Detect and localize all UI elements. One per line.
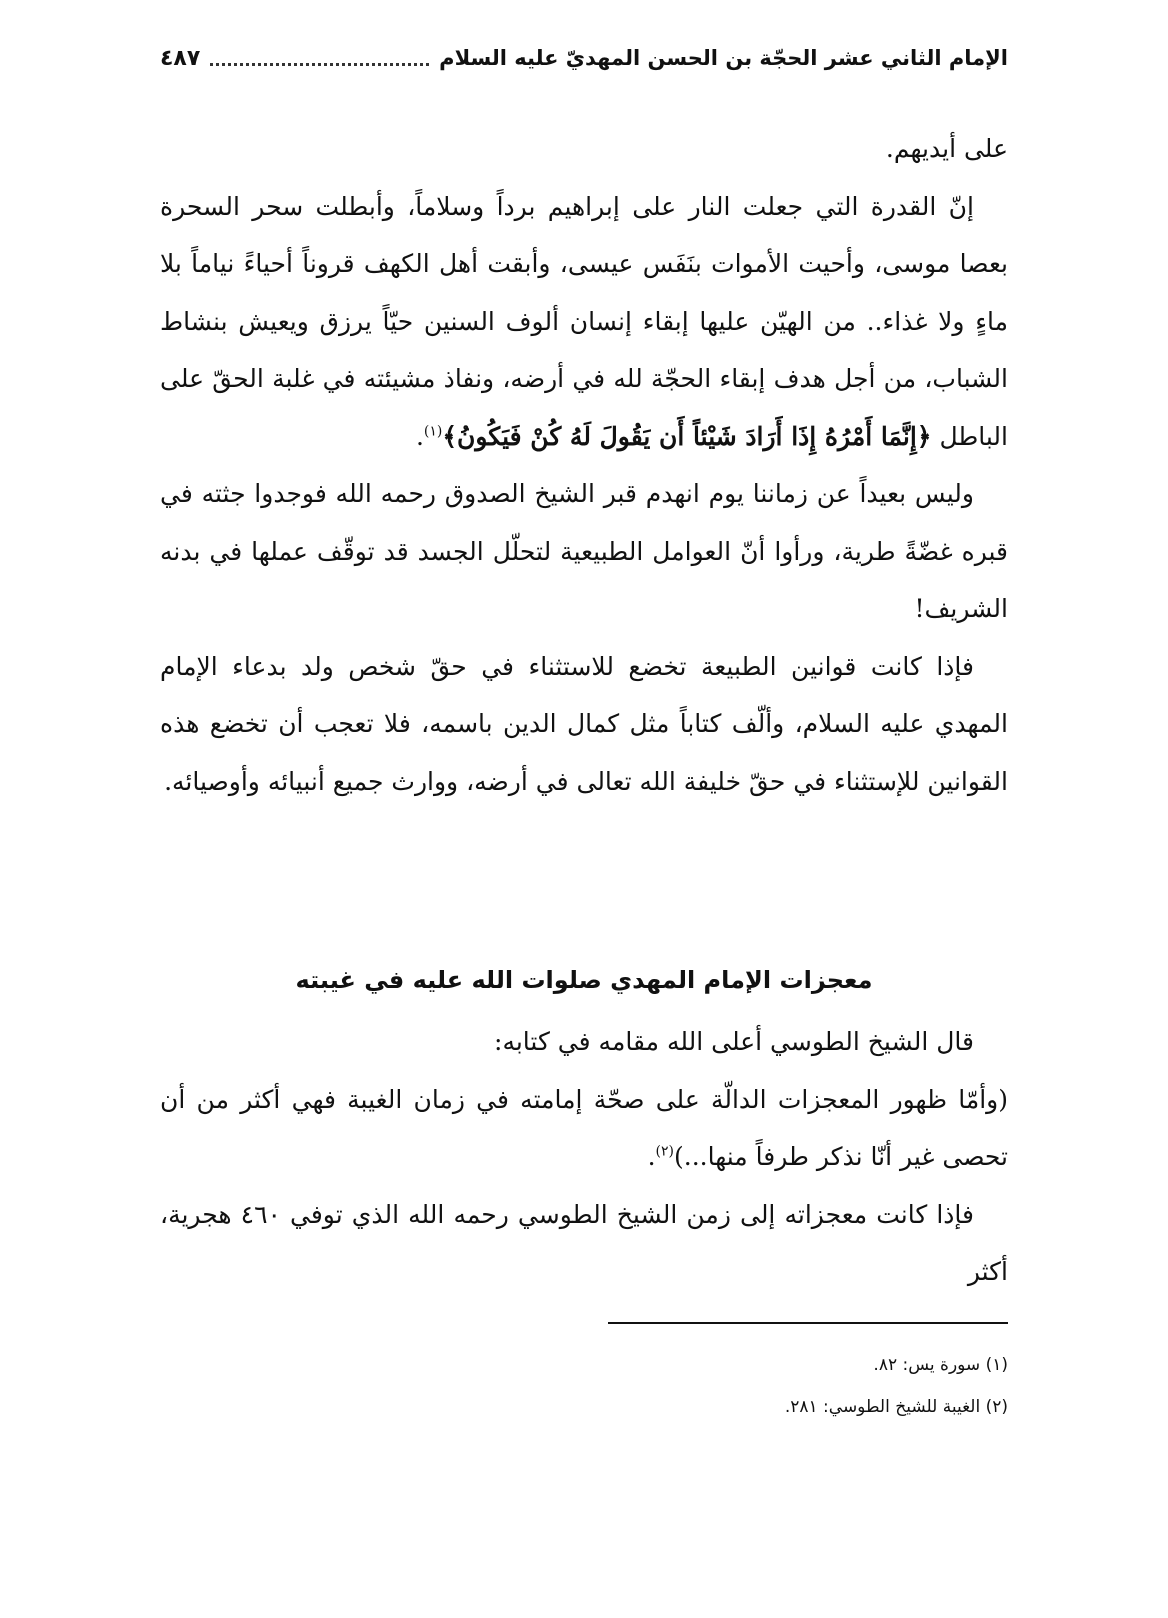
paragraph: فإذا كانت معجزاته إلى زمن الشيخ الطوسي رحمه الله الذي توفي ٤٦٠ هجرية، أكثر	[160, 1199, 1008, 1286]
header-leader-dots	[210, 63, 429, 66]
quran-verse: ﴿إِنَّمَا أَمْرُهُ إِذَا أَرَادَ شَيْئاً أَن يَقُولَ لَهُ كُنْ فَيَكُونُ﴾	[442, 421, 932, 451]
running-header	[160, 38, 1008, 78]
paragraph: فإذا كانت قوانين الطبيعة تخضع للاستثناء في حقّ شخص ولد بدعاء الإمام المهدي عليه السلام، وألّف كتاباً مثل كمال الدين باسمه، فلا تعجب أن تخضع هذه القوانين للإستثناء في حقّ خليفة الله تعالى في أرضه، ووارث جميع أنبيائه وأوصيائه.	[160, 651, 1008, 796]
paragraph-text: إنّ القدرة التي جعلت النار على إبراهيم برداً وسلاماً، وأبطلت سحر السحرة بعصا موسى، وأحيت الأموات بنَفَس عيسى، وأبقت أهل الكهف قروناً أحياءً نياماً بلا ماءٍ ولا غذاء.. من الهيّن عليها إبقاء إنسان ألوف السنين حيّاً يرزق ويعيش بنشاط الشباب، من أجل هدف إبقاء الحجّة لله في أرضه، ونفاذ مشيئته في غلبة الحقّ على الباطل	[160, 191, 1008, 451]
footnote-ref: (١)	[423, 423, 443, 440]
section-heading: معجزات الإمام المهدي صلوات الله عليه في غيبته	[295, 966, 873, 994]
paragraph-tail: .	[415, 421, 424, 451]
paragraph: قال الشيخ الطوسي أعلى الله مقامه في كتابه:	[494, 1027, 974, 1056]
paragraph: على أيديهم.	[885, 134, 1008, 163]
footnote: (٢) الغيبة للشيخ الطوسي: ٢٨١.	[784, 1397, 1008, 1417]
paragraph	[160, 178, 1008, 466]
paragraph-tail: .	[647, 1142, 656, 1171]
quote-text: (وأمّا ظهور المعجزات الدالّة على صحّة إمامته في زمان الغيبة فهي أكثر من أن تحصى غير أنّا نذكر طرفاً منها...)	[160, 1084, 1008, 1171]
footnote: (١) سورة يس: ٨٢.	[873, 1355, 1008, 1375]
header-title: الإمام الثاني عشر الحجّة بن الحسن المهديّ عليه السلام	[439, 46, 1008, 70]
paragraph	[160, 1071, 1008, 1186]
footnote-divider	[608, 1322, 1008, 1324]
footnotes	[160, 1344, 1008, 1428]
page-number: ٤٨٧	[160, 45, 201, 71]
footnote-ref: (٢)	[655, 1143, 675, 1160]
section-text	[160, 1013, 1008, 1301]
paragraph: وليس بعيداً عن زماننا يوم انهدم قبر الشيخ الصدوق رحمه الله فوجدوا جثته في قبره غضّةً طرية، ورأوا أنّ العوامل الطبيعية لتحلّل الجسد قد توقّف عملها في بدنه الشريف!	[160, 479, 1008, 623]
main-text	[160, 120, 1008, 810]
